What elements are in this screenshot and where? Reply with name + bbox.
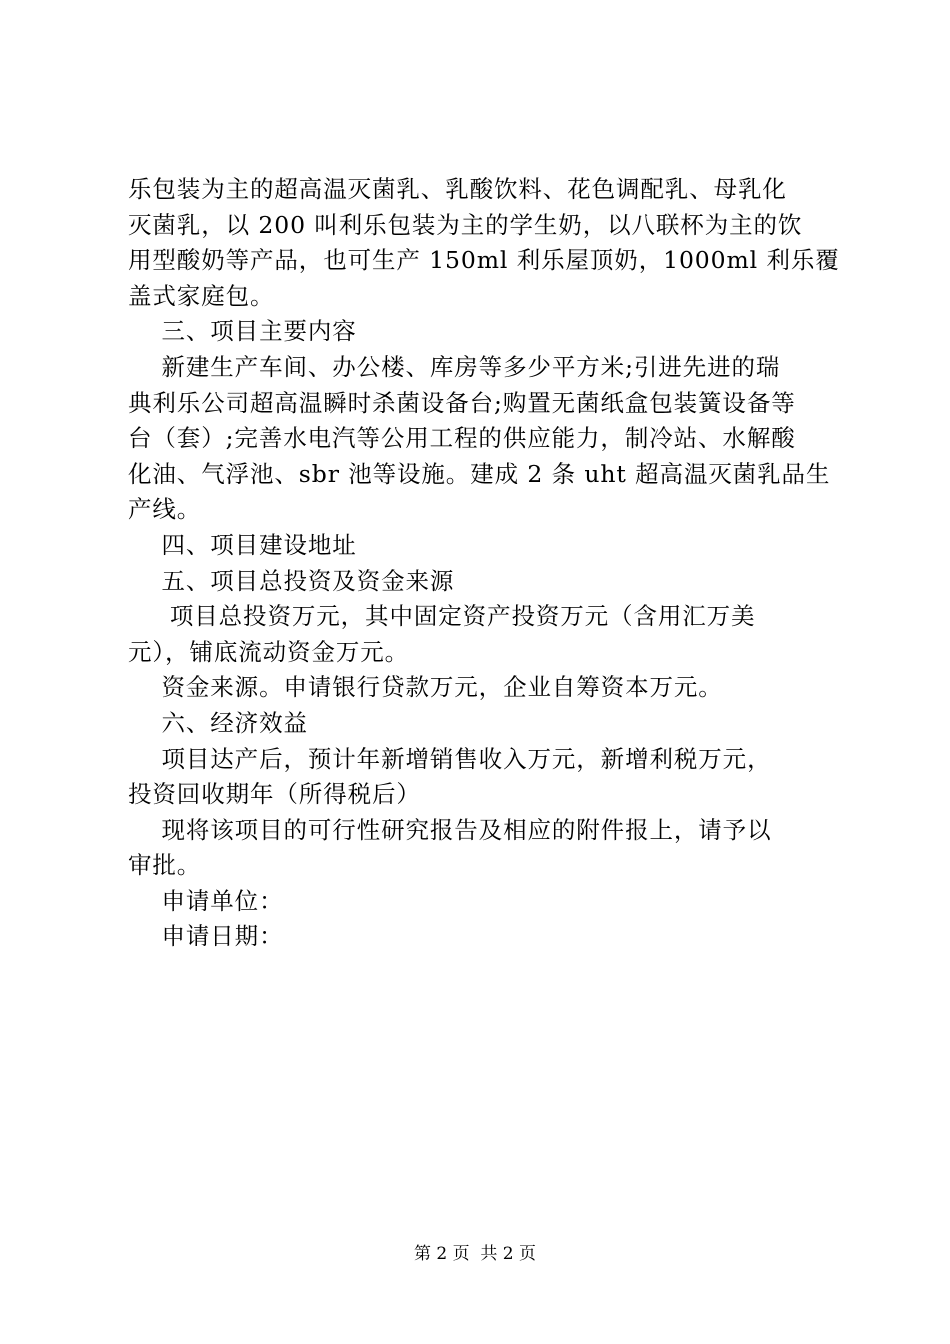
text-line: 盖式家庭包。 [128,281,275,310]
text-line: 化油、气浮池、sbr 池等设施。建成 2 条 uht 超高温灭菌乳品生 [128,459,831,488]
document-body [128,172,840,955]
text-line: 投资回收期年（所得税后） [128,780,421,809]
text-line: 新建生产车间、办公楼、库房等多少平方米;引进先进的瑞 [128,352,781,381]
text-line: 产线。 [128,495,202,524]
section-heading: 三、项目主要内容 [128,317,357,346]
section-heading: 五、项目总投资及资金来源 [128,566,455,595]
text-line: 资金来源。申请银行贷款万元，企业自筹资本万元。 [128,673,723,702]
section-heading: 六、经济效益 [128,708,308,737]
applicant-unit-label: 申请单位： [128,886,284,915]
text-line: 乐包装为主的超高温灭菌乳、乳酸饮料、花色调配乳、母乳化 [128,175,787,203]
text-line: 项目达产后，预计年新增销售收入万元，新增利税万元， [128,744,772,773]
page-number-footer: 第 2 页 共 2 页 [413,1244,537,1264]
section-heading: 四、项目建设地址 [128,530,357,559]
text-line: 项目总投资万元，其中固定资产投资万元（含用汇万美 [128,602,756,631]
text-line: 用型酸奶等产品，也可生产 150ml 利乐屋顶奶，1000ml 利乐覆 [128,246,840,275]
text-line: 审批。 [128,851,202,880]
application-date-label: 申请日期： [128,922,284,951]
text-line: 典利乐公司超高温瞬时杀菌设备台;购置无菌纸盒包装簧设备等 [128,388,796,417]
text-line: 现将该项目的可行性研究报告及相应的附件报上，请予以 [128,815,772,844]
text-line: 元），铺底流动资金万元。 [128,637,410,666]
text-line: 灭菌乳，以 200 叫利乐包装为主的学生奶，以八联杯为主的饮 [128,210,803,239]
text-line: 台（套）;完善水电汽等公用工程的供应能力，制冷站、水解酸 [128,424,796,453]
